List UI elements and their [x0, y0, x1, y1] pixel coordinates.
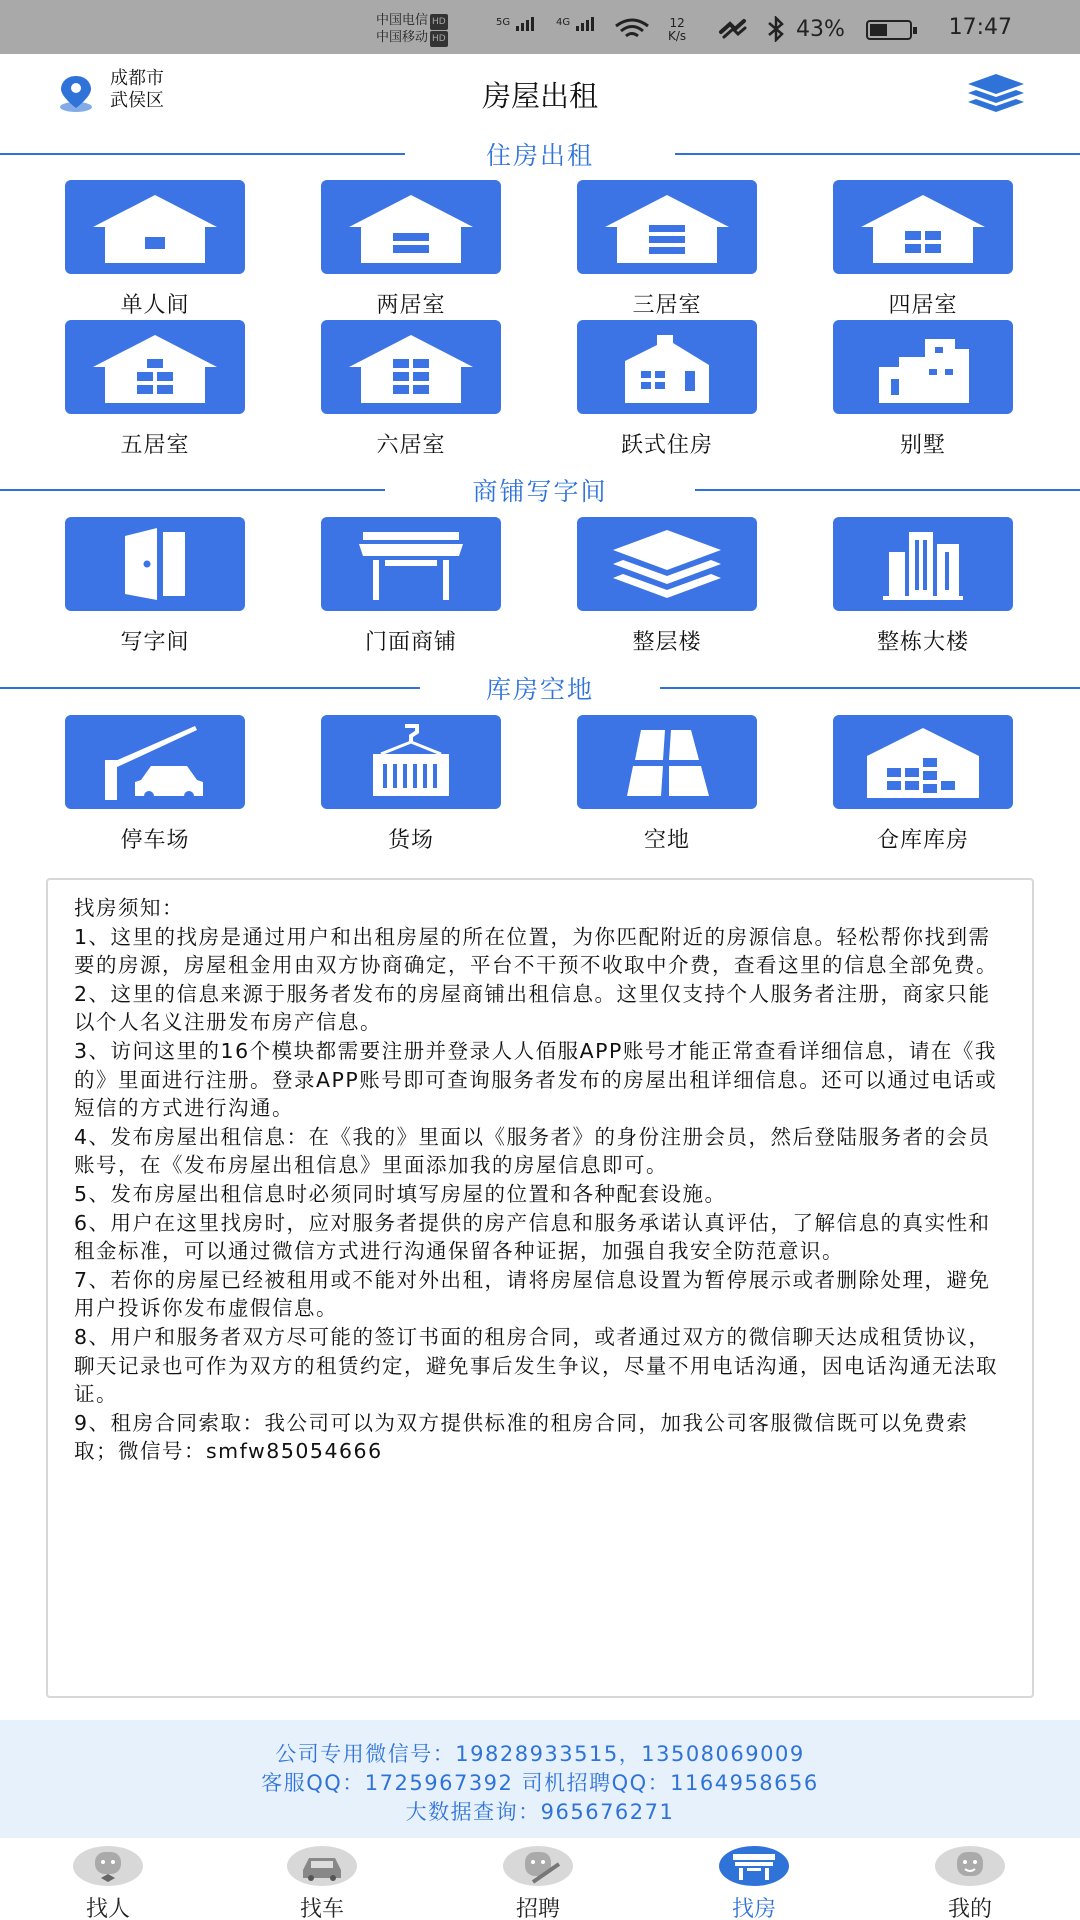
tile-villa[interactable]: [833, 320, 1013, 458]
house-icon: [341, 325, 481, 409]
tile-label: 货场: [387, 828, 434, 853]
house-icon: [85, 185, 225, 269]
section-residential-title: 住房出租: [485, 141, 594, 170]
tile-label: 整层楼: [632, 630, 702, 655]
nav-recruit[interactable]: [468, 1838, 608, 1920]
layers-icon: [597, 522, 737, 606]
signal-icon: [576, 17, 594, 31]
notice-item: 7、若你的房屋已经被租用或不能对外出租，请将房屋信息设置为暂停展示或者删除处理，避免用户投诉你发布虚假信息。: [74, 1267, 991, 1321]
notice-title: 找房须知：: [74, 896, 184, 920]
tile-label: 两居室: [376, 293, 446, 318]
house-icon: [853, 185, 993, 269]
notice-item: 8、用户和服务者双方尽可能的签订书面的租房合同，或者通过双方的微信聊天达成租赁协议，聊天记录也可作为双方的租赁约定，避免事后发生争议，尽量不用电话沟通，因电话沟通无法取证。: [74, 1324, 998, 1407]
duplex-building-icon: [597, 325, 737, 409]
land-plot-icon: [597, 720, 737, 804]
status-bar: [0, 0, 1080, 54]
tile-six-bedroom[interactable]: [321, 320, 501, 458]
contact-info: [0, 1720, 1080, 1838]
page-title: 房屋出租: [481, 79, 598, 113]
notice-item: 2、这里的信息来源于服务者发布的房屋商铺出租信息。这里仅支持个人服务者注册，商家只能以个人名义注册发布房产信息。: [74, 981, 991, 1035]
person-icon: [73, 1846, 143, 1886]
notice-box: [46, 878, 1034, 1698]
tile-label: 单人间: [120, 293, 190, 318]
carrier-info: [376, 13, 448, 47]
net-5g-label: 5G: [496, 17, 511, 28]
nav-mine[interactable]: [900, 1838, 1040, 1920]
notice-item: 6、用户在这里找房时，应对服务者提供的房产信息和服务承诺认真评估，了解信息的真实性和租金标准，可以通过微信方式进行沟通保留各种证据，加强自我安全防范意识。: [74, 1210, 991, 1264]
net-speed-unit: K/s: [668, 29, 687, 43]
signal-icon: [516, 17, 534, 31]
signal-4g: [556, 17, 594, 31]
net-speed-value: 12: [669, 16, 685, 30]
net-4g-label: 4G: [556, 17, 571, 28]
notice-item: 1、这里的找房是通过用户和出租房屋的所在位置，为你匹配附近的房源信息。轻松帮你找到需要的房源，房屋租金用由双方协商确定，平台不干预不收取中介费，查看这里的信息全部免费。: [74, 924, 998, 978]
tile-cargo-yard[interactable]: [321, 715, 501, 853]
warehouse-icon: [853, 720, 993, 804]
notice-item: 9、租房合同索取：我公司可以为双方提供标准的租房合同，加我公司客服微信既可以免费索取；微信号：smfw85054666: [74, 1410, 969, 1464]
hd-badge: HD: [430, 14, 448, 30]
tile-label: 三居室: [632, 293, 702, 318]
notice-item: 4、发布房屋出租信息：在《我的》里面以《服务者》的身份注册会员，然后登陆服务者的会员账号，在《发布房屋出租信息》里面添加我的房屋信息即可。: [74, 1124, 991, 1178]
tile-label: 别墅: [899, 433, 946, 458]
app-header: [0, 54, 1080, 140]
tile-label: 六居室: [376, 433, 446, 458]
net-speed: [668, 17, 686, 43]
tile-label: 四居室: [888, 293, 958, 318]
house-icon: [341, 185, 481, 269]
carrier-1: 中国电信: [376, 13, 429, 28]
office-building-icon: [853, 522, 993, 606]
tile-single-room[interactable]: [65, 180, 245, 318]
section-warehouse-title: 库房空地: [485, 675, 594, 704]
contact-wechat: 公司专用微信号：19828933515，13508069009: [275, 1742, 805, 1766]
tile-four-bedroom[interactable]: [833, 180, 1013, 318]
storefront-icon: [341, 522, 481, 606]
battery-percent: 43%: [796, 17, 845, 42]
bottom-navigation: [0, 1838, 1080, 1920]
tile-whole-building[interactable]: [833, 517, 1013, 655]
battery-icon: [866, 20, 912, 40]
district-name: 武侯区: [110, 90, 164, 111]
nav-label: 找房: [731, 1897, 776, 1920]
tile-storefront[interactable]: [321, 517, 501, 655]
tile-duplex[interactable]: [577, 320, 757, 458]
tile-warehouse[interactable]: [833, 715, 1013, 853]
parking-barrier-icon: [85, 720, 225, 804]
signal-5g: [496, 17, 534, 31]
notice-item: 3、访问这里的16个模块都需要注册并登录人人佰服APP账号才能正常查看详细信息，请在《我的》里面进行注册。登录APP账号即可查询服务者发布的房屋出租详细信息。还可以通过电话或短信的方式进行沟通。: [74, 1038, 998, 1121]
contact-bigdata: 大数据查询：965676271: [405, 1800, 675, 1824]
tile-label: 五居室: [120, 433, 190, 458]
villa-icon: [853, 325, 993, 409]
tile-label: 整栋大楼: [876, 630, 969, 655]
nav-label: 我的: [947, 1897, 992, 1920]
wifi-icon: [612, 16, 652, 42]
tile-office[interactable]: [65, 517, 245, 655]
section-commercial-title: 商铺写字间: [472, 477, 608, 506]
tile-label: 停车场: [120, 828, 190, 853]
tile-label: 跃式住房: [620, 433, 713, 458]
tile-vacant-land[interactable]: [577, 715, 757, 853]
tile-parking[interactable]: [65, 715, 245, 853]
tile-three-bedroom[interactable]: [577, 180, 757, 318]
house-icon: [597, 185, 737, 269]
car-icon: [287, 1846, 357, 1886]
section-residential-header: [0, 136, 1080, 172]
tile-label: 空地: [643, 828, 690, 853]
house-icon: [85, 325, 225, 409]
section-commercial-header: [0, 472, 1080, 508]
tile-two-bedroom[interactable]: [321, 180, 501, 318]
bluetooth-icon: [766, 16, 786, 42]
layers-menu-icon[interactable]: [964, 70, 1028, 118]
tile-label: 写字间: [120, 630, 190, 655]
tile-label: 仓库库房: [876, 828, 969, 853]
link-icon: [718, 18, 748, 40]
container-crane-icon: [341, 720, 481, 804]
clock: 17:47: [948, 15, 1012, 40]
tile-label: 门面商铺: [364, 630, 457, 655]
city-name: 成都市: [110, 68, 164, 89]
profile-icon: [935, 1846, 1005, 1886]
nav-find-house[interactable]: [684, 1838, 824, 1920]
recruit-icon: [503, 1846, 573, 1886]
door-icon: [85, 522, 225, 606]
hd-badge: HD: [430, 31, 448, 47]
tile-whole-floor[interactable]: [577, 517, 757, 655]
storefront-icon: [719, 1846, 789, 1886]
nav-label: 找车: [299, 1897, 344, 1920]
notice-item: 5、发布房屋出租信息时必须同时填写房屋的位置和各种配套设施。: [74, 1181, 727, 1206]
nav-label: 招聘: [515, 1897, 560, 1920]
nav-label: 找人: [85, 1897, 130, 1920]
nav-find-person[interactable]: [38, 1838, 178, 1920]
tile-five-bedroom[interactable]: [65, 320, 245, 458]
section-warehouse-header: [0, 670, 1080, 706]
carrier-2: 中国移动: [376, 30, 429, 45]
contact-qq: 客服QQ：1725967392 司机招聘QQ：1164958656: [261, 1771, 819, 1795]
nav-find-car[interactable]: [252, 1838, 392, 1920]
